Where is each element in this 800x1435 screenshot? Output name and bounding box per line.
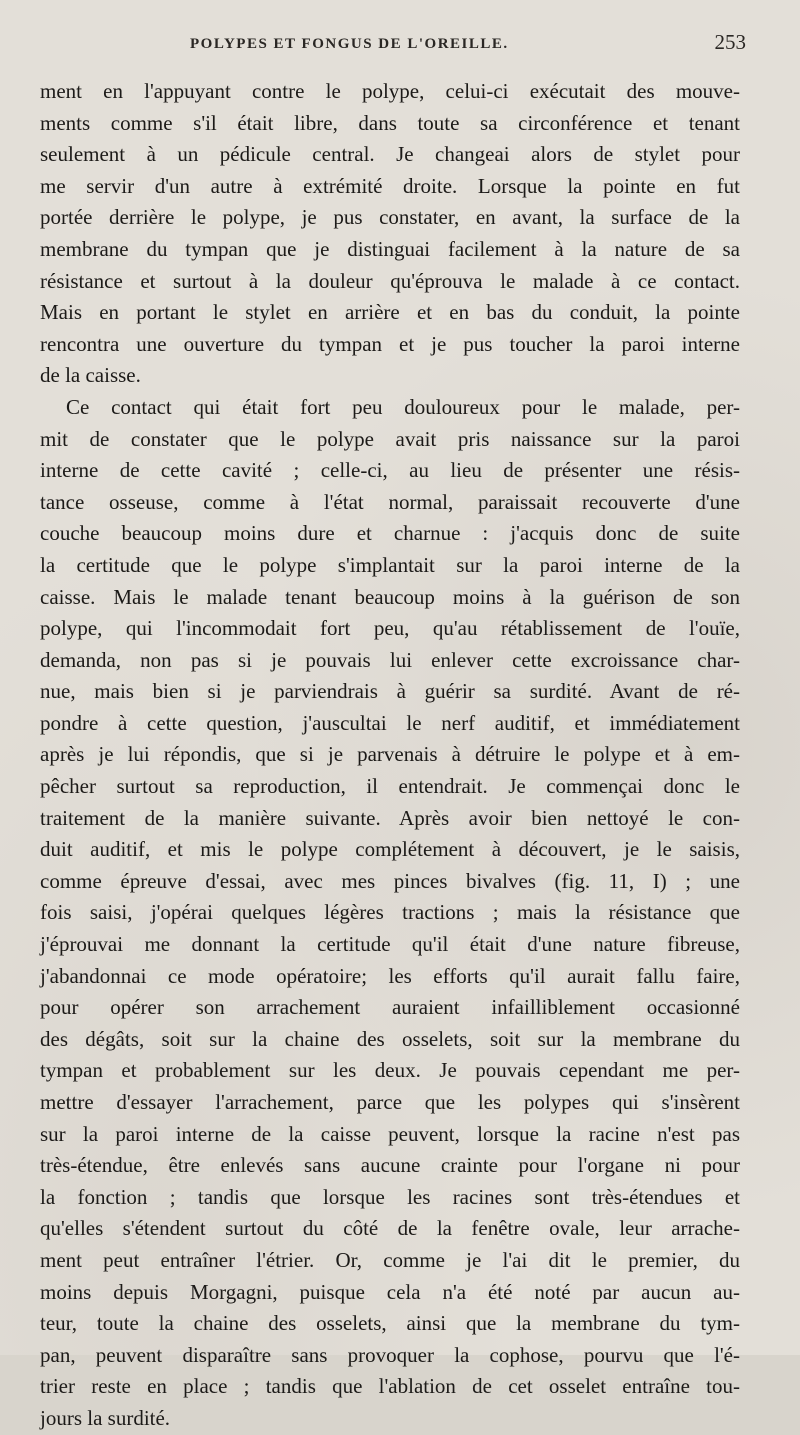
text-line: membrane du tympan que je distinguai facilement à la nature de sa: [40, 236, 740, 261]
text-line: seulement à un pédicule central. Je changeai alors de stylet pour: [40, 142, 740, 167]
text-line: fois saisi, j'opérai quelques légères tractions ; mais la résistance que: [40, 900, 740, 925]
text-line: traitement de la manière suivante. Après avoir bien nettoyé le con-: [40, 805, 740, 830]
text-line: moins depuis Morgagni, puisque cela n'a été noté par aucun au-: [40, 1279, 740, 1304]
text-line: jours la surdité.: [40, 1405, 171, 1430]
text-line: duit auditif, et mis le polype complétement à découvert, je le saisis,: [40, 837, 740, 862]
text-line: portée derrière le polype, je pus constater, en avant, la surface de la: [40, 205, 740, 230]
text-line: trier reste en place ; tandis que l'ablation de cet osselet entraîne tou-: [40, 1374, 740, 1399]
text-line: demanda, non pas si je pouvais lui enlever cette excroissance char-: [40, 647, 740, 672]
text-line: Mais en portant le stylet en arrière et en bas du conduit, la pointe: [40, 300, 740, 325]
text-line: pêcher surtout sa reproduction, il entendrait. Je commençai donc le: [40, 774, 740, 799]
text-line: Ce contact qui était fort peu douloureux pour le malade, per-: [66, 394, 740, 419]
text-line: pondre à cette question, j'auscultai le nerf auditif, et immédiatement: [40, 710, 740, 735]
text-line: rencontra une ouverture du tympan et je pus toucher la paroi interne: [40, 331, 740, 356]
text-line: pour opérer son arrachement auraient infailliblement occasionné: [40, 995, 740, 1020]
text-line: la fonction ; tandis que lorsque les racines sont très-étendues et: [40, 1184, 740, 1209]
text-line: me servir d'un autre à extrémité droite. Lorsque la pointe en fut: [40, 173, 740, 198]
text-line: qu'elles s'étendent surtout du côté de la fenêtre ovale, leur arrache-: [40, 1216, 740, 1241]
text-line: ment peut entraîner l'étrier. Or, comme je l'ai dit le premier, du: [40, 1247, 740, 1272]
paragraph-1: [40, 76, 740, 392]
text-line: tance osseuse, comme à l'état normal, paraissait recouverte d'une: [40, 489, 740, 514]
text-line: sur la paroi interne de la caisse peuvent, lorsque la racine n'est pas: [40, 1121, 740, 1146]
text-line: la certitude que le polype s'implantait sur la paroi interne de la: [40, 552, 740, 577]
text-line: tympan et probablement sur les deux. Je pouvais cependant me per-: [40, 1058, 740, 1083]
text-line: interne de cette cavité ; celle-ci, au lieu de présenter une résis-: [40, 458, 740, 483]
text-line: résistance et surtout à la douleur qu'éprouva le malade à ce contact.: [40, 268, 740, 293]
text-line: mettre d'essayer l'arrachement, parce que les polypes qui s'insèrent: [40, 1090, 740, 1114]
text-line: caisse. Mais le malade tenant beaucoup moins à la guérison de son: [40, 584, 740, 609]
text-line: ments comme s'il était libre, dans toute sa circonférence et tenant: [40, 110, 740, 135]
running-head: [40, 30, 746, 64]
text-line: nue, mais bien si je parviendrais à guérir sa surdité. Avant de ré-: [40, 679, 740, 704]
text-line: de la caisse.: [40, 363, 141, 388]
text-line: teur, toute la chaine des osselets, ainsi que la membrane du tym-: [40, 1311, 740, 1336]
text-line: couche beaucoup moins dure et charnue : j'acquis donc de suite: [40, 521, 740, 546]
text-line: comme épreuve d'essai, avec mes pinces bivalves (fig. 11, I) ; une: [40, 868, 740, 893]
text-line: j'abandonnai ce mode opératoire; les efforts qu'il aurait fallu faire,: [40, 963, 740, 988]
paragraph-2: [40, 392, 740, 1435]
running-title: POLYPES ET FONGUS DE L'OREILLE.: [190, 36, 509, 52]
text-line: mit de constater que le polype avait pris naissance sur la paroi: [40, 426, 740, 451]
text-line: pan, peuvent disparaître sans provoquer la cophose, pourvu que l'é-: [40, 1342, 740, 1367]
text-line: très-étendue, être enlevés sans aucune crainte pour l'organe ni pour: [40, 1153, 740, 1178]
page-number: 253: [714, 30, 746, 54]
text-line: polype, qui l'incommodait fort peu, qu'au rétablissement de l'ouïe,: [40, 616, 740, 641]
text-line: après je lui répondis, que si je parvenais à détruire le polype et à em-: [40, 742, 740, 767]
text-line: ment en l'appuyant contre le polype, celui-ci exécutait des mouve-: [40, 79, 740, 103]
text-line: des dégâts, soit sur la chaine des osselets, soit sur la membrane du: [40, 1026, 740, 1051]
body-text: [40, 76, 740, 1435]
text-line: j'éprouvai me donnant la certitude qu'il était d'une nature fibreuse,: [40, 932, 740, 957]
